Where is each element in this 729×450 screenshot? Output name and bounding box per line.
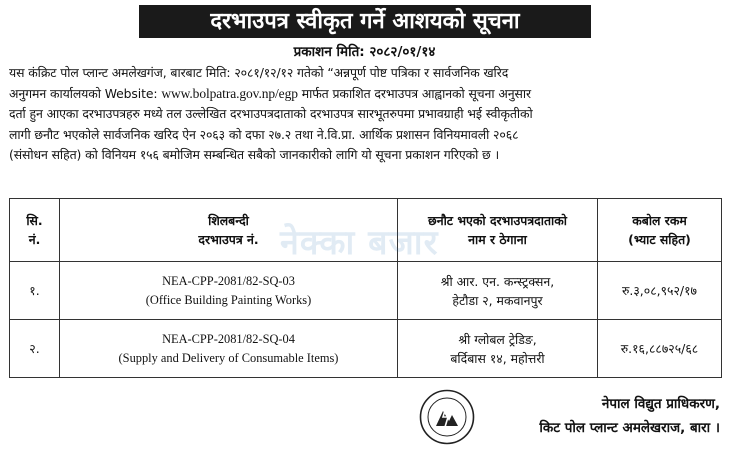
bidder-name: श्री आर. एन. कन्स्ट्रक्सन, [440,273,555,289]
header-amount-l1: कबोल रकम [632,213,687,228]
bidder-name: श्री ग्लोबल ट्रेडिङ, [458,331,537,347]
row-amount: रु.१६,८८७२५/६८ [598,320,722,378]
row-amount: रु.३,०८,९५२/१७ [598,262,722,320]
header-sn-l1: सि. [26,213,43,228]
bid-number: NEA-CPP-2081/82-SQ-03 [162,273,295,288]
row-sn: १. [10,262,60,320]
bid-description: (Supply and Delivery of Consumable Items) [118,350,339,365]
header-bid-l2: दरभाउपत्र नं. [198,232,259,247]
intro-line-2 [9,84,721,105]
header-bid-no [60,199,398,262]
bid-number: NEA-CPP-2081/82-SQ-04 [162,331,295,346]
publish-date: प्रकाशन मिति: २०८२/०१/१४ [293,44,436,60]
signature-block [539,392,720,440]
website-link[interactable]: www.bolpatra.gov.np/egp [161,85,298,101]
header-amount-l2: (भ्याट सहित) [628,232,691,247]
header-sn-l2: नं. [28,232,41,247]
table-header-row [10,199,722,262]
row-bid [60,262,398,320]
intro-paragraph [9,63,721,166]
bidder-address: बर्दिबास १४, महोत्तरी [450,350,545,366]
header-amount [598,199,722,262]
intro-line-2b: मार्फत प्रकाशित दरभाउपत्र आह्वानको सूचना अनुसार [297,85,531,101]
intro-line-1: यस कंक्रिट पोल प्लान्ट अमलेखगंज, बारबाट मिति: २०८१/१२/१२ गतेको “अन्नपूर्ण पोष्ट पत्रिका र सार्वजनिक खरिद [9,65,509,80]
notice-title: दरभाउपत्र स्वीकृत गर्ने आशयको सूचना [139,5,591,38]
header-sn [10,199,60,262]
bidder-address: हेटौडा २, मकवानपुर [452,292,543,308]
bid-table [9,198,722,378]
header-bidder-l1: छनौट भएको दरभाउपत्रदाताको [428,213,567,228]
table-row [10,320,722,378]
bid-description: (Office Building Painting Works) [145,292,312,307]
intro-line-2a: अनुगमन कार्यालयको Website: [9,85,162,101]
table-row [10,262,722,320]
header-bidder [398,199,598,262]
intro-line-4: लागी छनौट भएकोले सार्वजनिक खरिद ऐन २०६३ को दफा २७.२ तथा ने.वि.प्रा. आर्थिक प्रशासन विनियमावली २०६८ [9,126,519,142]
row-sn: २. [10,320,60,378]
signature-line-2: किट पोल प्लान्ट अमलेखराज, बारा । [539,420,720,436]
row-bidder [398,262,598,320]
header-bidder-l2: नाम र ठेगाना [468,232,527,247]
intro-line-3: दर्ता हुन आएका दरभाउपत्रहरु मध्ये तल उल्लेखित दरभाउपत्रदाताको दरभाउपत्र सारभूतरुपमा प्रभावग्राही भई स्वीकृतीको [9,106,533,121]
intro-line-5: (संसोधन सहित) को विनियम १५६ बमोजिम सम्बन्धित सबैको जानकारीको लागि यो सूचना प्रकाशन गरिएको छ । [9,147,500,162]
watermark: नेक्का बजार [280,223,439,263]
row-bidder [398,320,598,378]
nea-logo-icon [419,389,475,445]
signature-line-1: नेपाल विद्युत प्राधिकरण, [601,396,720,412]
row-bid [60,320,398,378]
header-bid-l1: शिलबन्दी [208,213,249,228]
